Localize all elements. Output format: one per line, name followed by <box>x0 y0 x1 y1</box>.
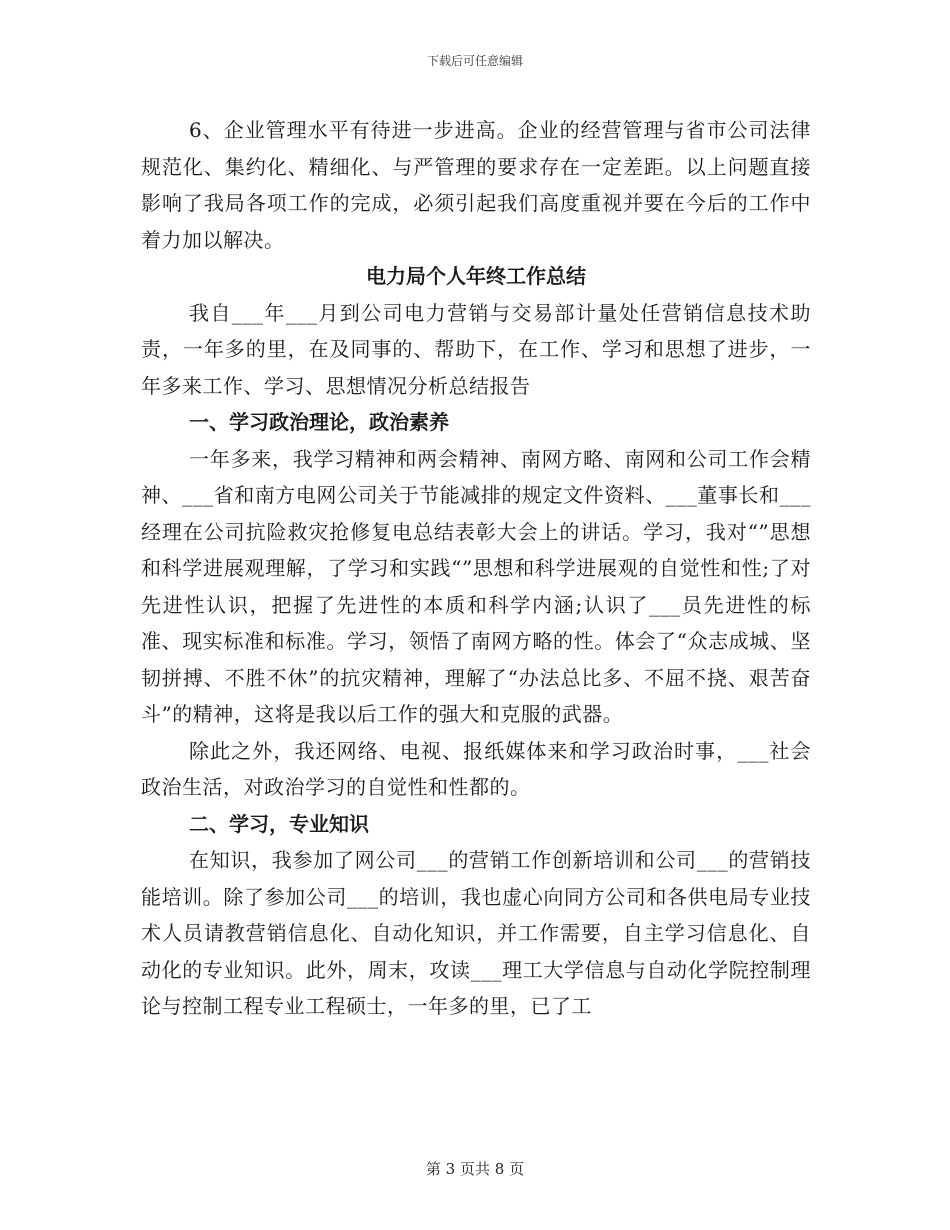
paragraph-3: 一年多来，我学习精神和两会精神、南网方略、南网和公司工作会精神、___省和南方电网公司关于节能减排的规定文件资料、___董事长和___经理在公司抗险救灾抢修复电总结表彰大会上的讲话。学习，我对“”思想和科学进展观理解，了学习和实践“”思想和科学进展观的自觉性和性;了对先进性认识，把握了先进性的本质和科学内涵;认识了___员先进性的标准、现实标准和标准。学习，领悟了南网方略的性。体会了“众志成城、坚韧拼搏、不胜不休”的抗灾精神，理解了“办法总比多、不屈不挠、艰苦奋斗”的精神，这将是我以后工作的强大和克服的武器。 <box>141 446 811 726</box>
paragraph-2: 我自___年___月到公司电力营销与交易部计量处任营销信息技术助责，一年多的里，在及同事的、帮助下，在工作、学习和思想了进步，一年多来工作、学习、思想情况分析总结报告 <box>141 300 811 398</box>
section-heading-1: 一、学习政治理论，政治素养 <box>189 410 449 434</box>
document-title: 电力局个人年终工作总结 <box>366 264 586 288</box>
paragraph-5: 在知识，我参加了网公司___的营销工作创新培训和公司___的营销技能培训。除了参加公司___的培训，我也虚心向同方公司和各供电局专业技术人员请教营销信息化、自动化知识，并工作需要，自主学习信息化、自动化的专业知识。此外，周末，攻读___理工大学信息与自动化学院控制理论与控制工程专业工程硕士，一年多的里，已了工 <box>141 848 811 1018</box>
document-body <box>141 112 811 1025</box>
page-header-note: 下载后可任意编辑 <box>426 54 523 68</box>
page-number: 第 3 页共 8 页 <box>425 1160 525 1178</box>
section-heading-2: 二、学习，专业知识 <box>189 811 369 836</box>
paragraph-1: 6、企业管理水平有待进一步进高。企业的经营管理与省市公司法律规范化、集约化、精细化、与严管理的要求存在一定差距。以上问题直接影响了我局各项工作的完成，必须引起我们高度重视并要在今后的工作中着力加以解决。 <box>141 118 811 252</box>
paragraph-4: 除此之外，我还网络、电视、报纸媒体来和学习政治时事，___社会政治生活，对政治学习的自觉性和性都的。 <box>141 738 811 799</box>
